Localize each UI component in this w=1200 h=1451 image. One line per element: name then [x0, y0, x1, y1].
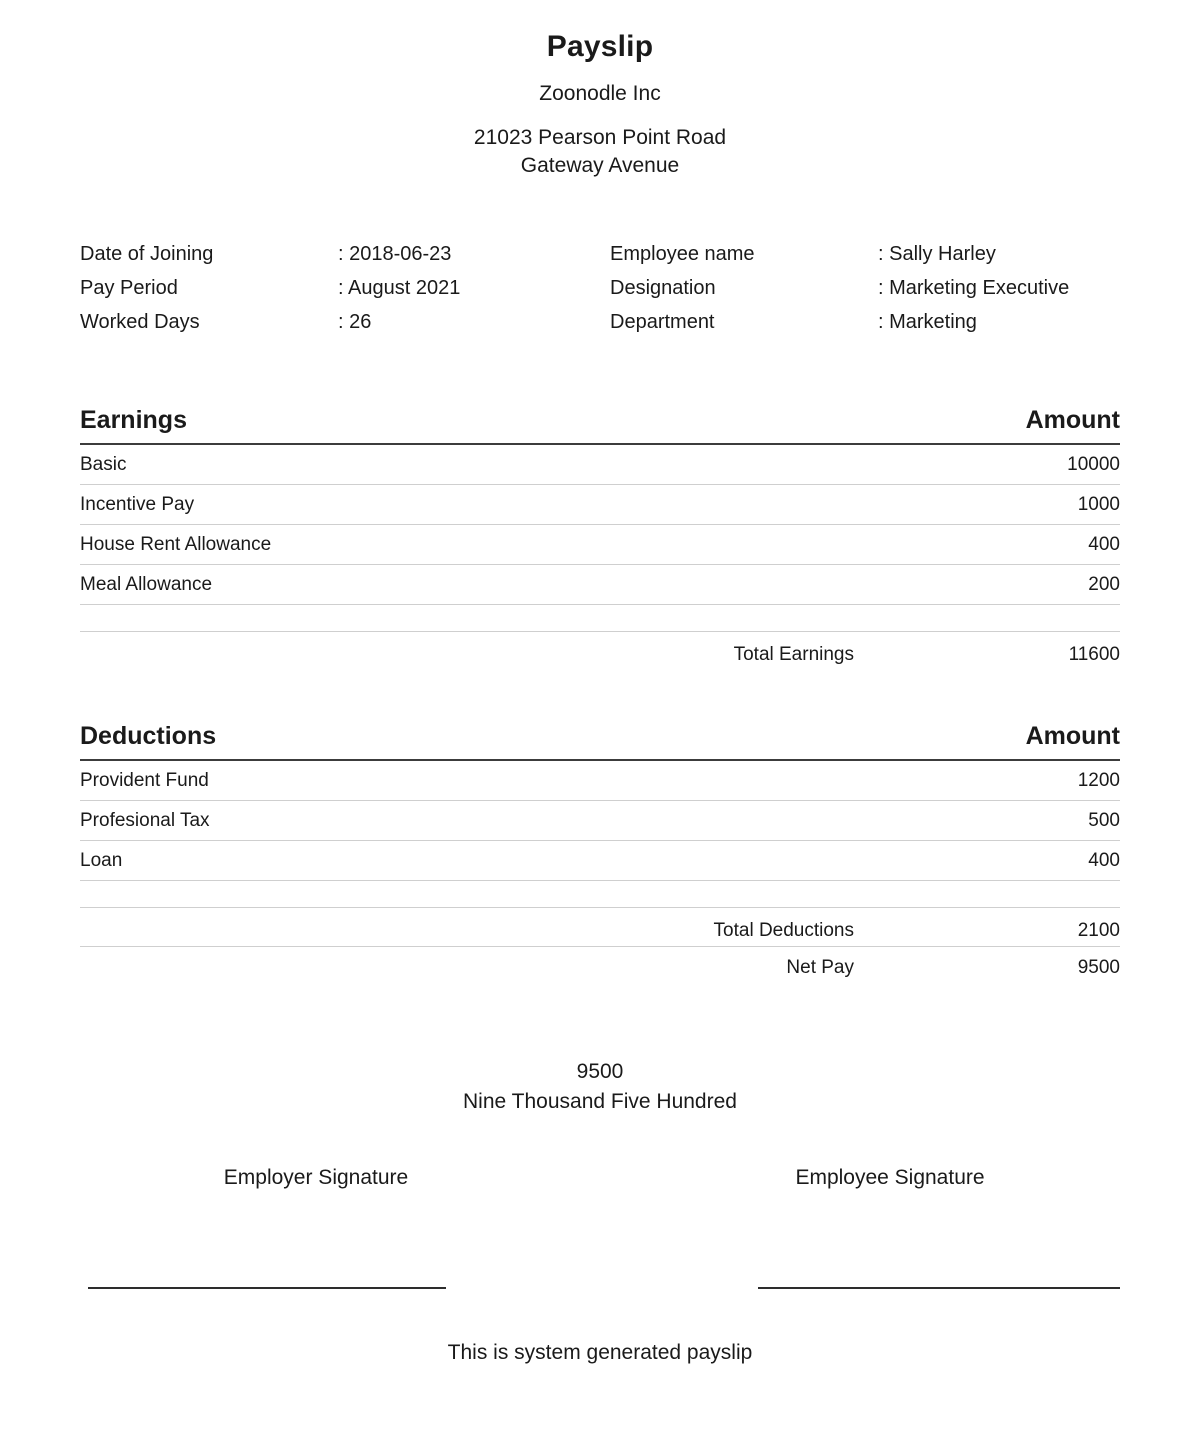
- deductions-row-label: Profesional Tax: [80, 800, 900, 840]
- deductions-table: [80, 722, 1120, 987]
- earnings-row-amount: 400: [900, 524, 1120, 564]
- earnings-section: [80, 406, 1120, 670]
- table-row: [80, 484, 1120, 524]
- meta-label-worked-days: Worked Days: [80, 310, 200, 333]
- deductions-row-amount: 1200: [900, 760, 1120, 801]
- earnings-header-amount: Amount: [900, 406, 1120, 444]
- deductions-row-amount: 500: [900, 800, 1120, 840]
- deductions-row-label: Provident Fund: [80, 760, 900, 801]
- earnings-header-label: Earnings: [80, 406, 900, 444]
- table-row: [80, 564, 1120, 604]
- earnings-total-row: [80, 631, 1120, 670]
- company-name: Zoonodle Inc: [539, 82, 661, 105]
- meta-value-designation: : Marketing Executive: [878, 276, 1070, 299]
- signature-labels: [80, 1166, 1120, 1190]
- employee-signature-line: [758, 1286, 1120, 1289]
- net-pay-row: [80, 946, 1120, 987]
- company-address-line1: 21023 Pearson Point Road: [473, 126, 727, 149]
- deductions-section: [80, 722, 1120, 987]
- table-row: [80, 840, 1120, 880]
- meta-value-employee-name: : Sally Harley: [878, 242, 996, 265]
- deductions-total-row: [80, 907, 1120, 946]
- company-address: [80, 124, 1120, 181]
- table-row: [80, 524, 1120, 564]
- earnings-row-label: Incentive Pay: [80, 484, 900, 524]
- meta-label-pay-period: Pay Period: [80, 276, 178, 299]
- signature-lines: [80, 1286, 1120, 1289]
- earnings-table: [80, 406, 1120, 670]
- meta-label-department: Department: [610, 310, 715, 333]
- deductions-header-amount: Amount: [900, 722, 1120, 760]
- table-spacer: [80, 604, 1120, 631]
- company-address-line2: Gateway Avenue: [520, 154, 680, 178]
- deductions-header-label: Deductions: [80, 722, 900, 760]
- table-row: [80, 760, 1120, 801]
- meta-label-designation: Designation: [610, 276, 716, 299]
- meta-label-date-of-joining: Date of Joining: [80, 242, 214, 265]
- table-row: [80, 800, 1120, 840]
- net-pay-amount: 9500: [900, 946, 1120, 987]
- table-row: [80, 444, 1120, 485]
- earnings-row-label: Meal Allowance: [80, 564, 900, 604]
- meta-value-department: : Marketing: [878, 310, 977, 333]
- earnings-row-amount: 1000: [900, 484, 1120, 524]
- net-pay-figure: 9500: [576, 1059, 624, 1083]
- employee-meta: [80, 243, 1120, 334]
- employee-signature-label: Employee Signature: [795, 1166, 985, 1190]
- footer-note: This is system generated payslip: [447, 1341, 753, 1365]
- deductions-row-label: Loan: [80, 840, 900, 880]
- earnings-row-amount: 10000: [900, 444, 1120, 485]
- net-pay-label: Net Pay: [80, 946, 900, 987]
- deductions-total-label: Total Deductions: [80, 907, 900, 946]
- table-spacer: [80, 880, 1120, 907]
- deductions-row-amount: 400: [900, 840, 1120, 880]
- employer-signature-label: Employer Signature: [223, 1166, 409, 1190]
- net-pay-in-words: Nine Thousand Five Hundred: [463, 1089, 737, 1113]
- earnings-row-amount: 200: [900, 564, 1120, 604]
- page-title: Payslip: [546, 30, 654, 63]
- earnings-row-label: Basic: [80, 444, 900, 485]
- earnings-row-label: House Rent Allowance: [80, 524, 900, 564]
- meta-value-worked-days: : 26: [338, 310, 372, 333]
- deductions-header-row: [80, 722, 1120, 760]
- meta-label-employee-name: Employee name: [610, 242, 755, 265]
- meta-value-date-of-joining: : 2018-06-23: [338, 242, 452, 265]
- earnings-header-row: [80, 406, 1120, 444]
- employer-signature-line: [88, 1286, 446, 1289]
- meta-value-pay-period: : August 2021: [338, 276, 461, 299]
- deductions-total-amount: 2100: [900, 907, 1120, 946]
- earnings-total-amount: 11600: [900, 631, 1120, 670]
- earnings-total-label: Total Earnings: [80, 631, 900, 670]
- net-pay-summary: [80, 1057, 1120, 1117]
